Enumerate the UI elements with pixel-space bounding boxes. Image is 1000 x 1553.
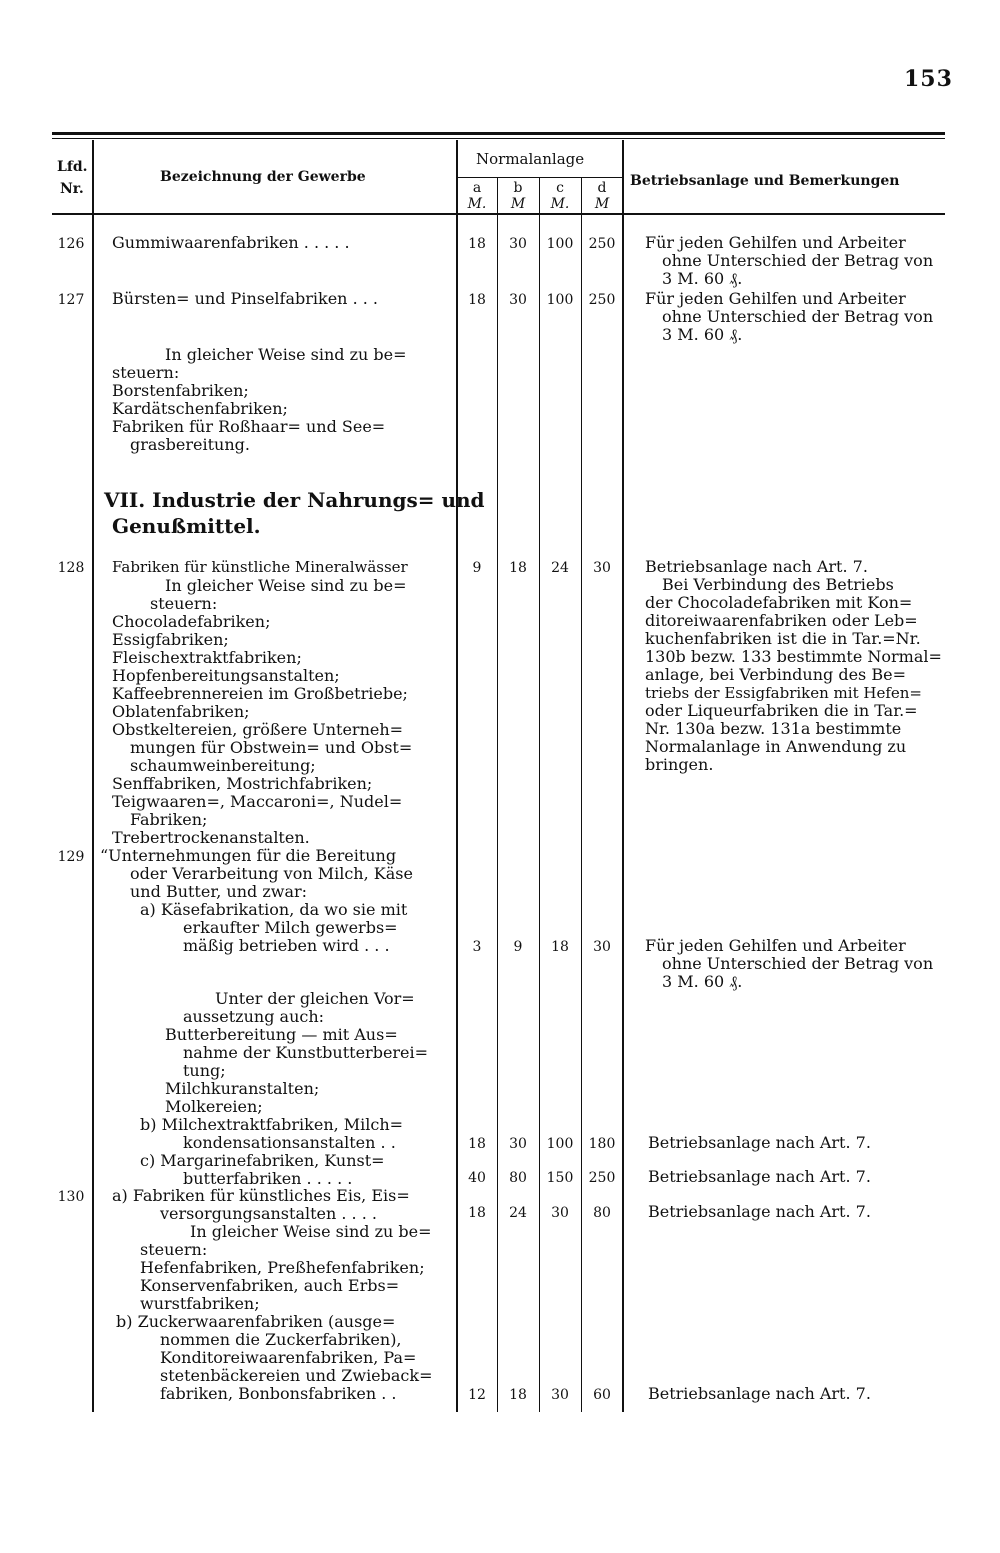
row-128-remark-7: anlage, bei Verbindung des Be=: [645, 665, 906, 684]
row-128-a: 9: [472, 560, 482, 576]
row-129b-d: 180: [588, 1136, 616, 1152]
row-128-sub-12: Senffabriken, Mostrichfabriken;: [112, 774, 373, 793]
row-129-a: 3: [472, 939, 482, 955]
normalanlage-subrule: [456, 177, 622, 178]
row-128-sub-15: Trebertrockenanstalten.: [112, 828, 310, 847]
row-127-sub-1: In gleicher Weise sind zu be=: [165, 345, 407, 364]
row-129c-remark: Betriebsanlage nach Art. 7.: [648, 1167, 871, 1186]
row-128-remark-6: 130b bezw. 133 bestimmte Normal=: [645, 647, 942, 666]
col-line-d: [622, 140, 624, 1412]
header-nr: Nr.: [60, 181, 84, 197]
row-129c-c: 150: [546, 1170, 574, 1186]
row-130b-d: 60: [593, 1387, 611, 1403]
row-128-sub-3: Chocoladefabriken;: [112, 612, 271, 631]
row-127-remark-1: Für jeden Gehilfen und Arbeiter: [645, 289, 906, 308]
row-129b-c: 100: [546, 1136, 574, 1152]
row-129c-d: 250: [588, 1170, 616, 1186]
row-129-line-6: mäßig betrieben wird . . .: [183, 936, 390, 955]
row-127-remark-2: ohne Unterschied der Betrag von: [662, 307, 934, 326]
row-127-sub-5: Fabriken für Roßhaar= und See=: [112, 417, 386, 436]
row-129b-remark: Betriebsanlage nach Art. 7.: [648, 1133, 871, 1152]
row-128-sub-5: Fleischextraktfabriken;: [112, 648, 302, 667]
row-129-c-line-2: butterfabriken . . . . .: [183, 1169, 353, 1188]
row-129-line-4: a) Käsefabrikation, da wo sie mit: [140, 900, 408, 919]
row-128-remark-1: Betriebsanlage nach Art. 7.: [645, 557, 868, 576]
row-128-nr: 128: [57, 560, 85, 576]
row-128-remark-4: ditoreiwaarenfabriken oder Leb=: [645, 611, 918, 630]
header-unit-b: M: [510, 196, 526, 212]
row-130-b-line-4: stetenbäckereien und Zwieback=: [160, 1366, 433, 1385]
row-127-d: 250: [588, 292, 616, 308]
header-unit-d: M: [594, 196, 610, 212]
row-128-sub-10: mungen für Obstwein= und Obst=: [130, 738, 413, 757]
header-col-c: c: [556, 180, 564, 196]
row-129-line-2: oder Verarbeitung von Milch, Käse: [130, 864, 413, 883]
header-unit-c: M.: [550, 196, 570, 212]
row-126-remark-3: 3 M. 60 ₰.: [662, 269, 743, 288]
row-128-remark-11: Normalanlage in Anwendung zu: [645, 737, 907, 756]
row-127-sub-2: steuern:: [112, 363, 180, 382]
row-128-sub-11: schaumweinbereitung;: [130, 756, 316, 775]
row-130-b-line-1: b) Zuckerwaarenfabriken (ausge=: [116, 1312, 396, 1331]
header-lfd: Lfd.: [57, 159, 88, 175]
col-line-a: [497, 178, 498, 1412]
row-129-remark-3: 3 M. 60 ₰.: [662, 972, 743, 991]
col-line-nr: [92, 140, 94, 1412]
row-129-remark-1: Für jeden Gehilfen und Arbeiter: [645, 936, 906, 955]
row-130-b-line-2: nommen die Zuckerfabriken),: [160, 1330, 402, 1349]
section-heading-1: VII. Industrie der Nahrungs= und: [104, 488, 485, 512]
row-130a-b: 24: [509, 1205, 527, 1221]
row-130a-a: 18: [468, 1205, 486, 1221]
row-129-b: 9: [513, 939, 523, 955]
row-129-sub-4: nahme der Kunstbutterberei=: [183, 1043, 429, 1062]
row-128-sub-6: Hopfenbereitungsanstalten;: [112, 666, 340, 685]
row-129-line-5: erkaufter Milch gewerbs=: [183, 918, 398, 937]
row-127-sub-4: Kardätschenfabriken;: [112, 399, 288, 418]
row-128-sub-1: In gleicher Weise sind zu be=: [165, 576, 407, 595]
header-bemerkungen: Betriebsanlage und Bemerkungen: [630, 173, 900, 189]
row-129-line-1: “Unternehmungen für die Bereitung: [100, 846, 397, 865]
row-130-nr: 130: [57, 1189, 85, 1205]
row-127-nr: 127: [57, 292, 85, 308]
row-130-a-line-1: a) Fabriken für künstliches Eis, Eis=: [112, 1186, 410, 1205]
row-127-sub-6: grasbereitung.: [130, 435, 250, 454]
row-128-remark-5: kuchenfabriken ist die in Tar.=Nr.: [645, 629, 921, 648]
row-128-remark-10: Nr. 130a bezw. 131a bestimmte: [645, 719, 902, 738]
row-126-a: 18: [468, 236, 486, 252]
row-129-line-3: und Butter, und zwar:: [130, 882, 308, 901]
row-130-b-line-3: Konditoreiwaarenfabriken, Pa=: [160, 1348, 417, 1367]
row-126-nr: 126: [57, 236, 85, 252]
col-line-c: [581, 178, 582, 1412]
row-128-sub-9: Obstkeltereien, größere Unterneh=: [112, 720, 404, 739]
row-128-remark-8: triebs der Essigfabriken mit Hefen=: [645, 684, 922, 702]
row-129-b-line-1: b) Milchextraktfabriken, Milch=: [140, 1115, 404, 1134]
row-130-sub-4: Konservenfabriken, auch Erbs=: [140, 1276, 400, 1295]
row-130-a-line-2: versorgungsanstalten . . . .: [160, 1204, 377, 1223]
header-col-a: a: [472, 180, 482, 196]
row-129-sub-3: Butterbereitung — mit Aus=: [165, 1025, 398, 1044]
row-128-c: 24: [551, 560, 569, 576]
row-130a-remark: Betriebsanlage nach Art. 7.: [648, 1202, 871, 1221]
top-rule-thin: [52, 138, 945, 139]
top-rule: [52, 132, 945, 135]
row-130b-b: 18: [509, 1387, 527, 1403]
row-129-sub-7: Molkereien;: [165, 1097, 263, 1116]
row-130-sub-5: wurstfabriken;: [140, 1294, 260, 1313]
row-127-sub-3: Borstenfabriken;: [112, 381, 249, 400]
row-128-remark-9: oder Liqueurfabriken die in Tar.=: [645, 701, 918, 720]
row-129c-a: 40: [468, 1170, 486, 1186]
row-128-sub-7: Kaffeebrennereien im Großbetriebe;: [112, 684, 408, 703]
row-129c-b: 80: [509, 1170, 527, 1186]
row-127-b: 30: [509, 292, 527, 308]
row-128-remark-2: Bei Verbindung des Betriebs: [662, 575, 894, 594]
row-129-d: 30: [593, 939, 611, 955]
row-129-sub-6: Milchkuranstalten;: [165, 1079, 320, 1098]
row-126-remark-2: ohne Unterschied der Betrag von: [662, 251, 934, 270]
row-128-remark-3: der Chocoladefabriken mit Kon=: [645, 593, 913, 612]
row-126-remark-1: Für jeden Gehilfen und Arbeiter: [645, 233, 906, 252]
row-129b-a: 18: [468, 1136, 486, 1152]
row-129-c: 18: [551, 939, 569, 955]
row-128-sub-2: steuern:: [150, 594, 218, 613]
header-unit-a: M.: [467, 196, 487, 212]
row-127-a: 18: [468, 292, 486, 308]
row-129-remark-2: ohne Unterschied der Betrag von: [662, 954, 934, 973]
header-col-b: b: [513, 180, 523, 196]
row-130b-a: 12: [468, 1387, 486, 1403]
row-129-sub-1: Unter der gleichen Vor=: [215, 989, 415, 1008]
row-130a-d: 80: [593, 1205, 611, 1221]
row-128-b: 18: [509, 560, 527, 576]
row-127-c: 100: [546, 292, 574, 308]
row-130-b-line-5: fabriken, Bonbonsfabriken . .: [160, 1384, 397, 1403]
row-128-sub-14: Fabriken;: [130, 810, 208, 829]
header-rule: [52, 213, 945, 215]
row-126-d: 250: [588, 236, 616, 252]
row-129-b-line-2: kondensationsanstalten . .: [183, 1133, 396, 1152]
header-col-d: d: [597, 180, 607, 196]
section-heading-2: Genußmittel.: [112, 514, 261, 538]
row-130-sub-3: Hefenfabriken, Preßhefenfabriken;: [140, 1258, 425, 1277]
row-127-name: Bürsten= und Pinselfabriken . . .: [112, 289, 378, 308]
row-128-remark-12: bringen.: [645, 755, 714, 774]
row-129-sub-2: aussetzung auch:: [183, 1007, 325, 1026]
row-126-name: Gummiwaarenfabriken . . . . .: [112, 233, 350, 252]
row-129-c-line-1: c) Margarinefabriken, Kunst=: [140, 1151, 385, 1170]
col-line-name: [456, 140, 458, 1412]
row-128-sub-8: Oblatenfabriken;: [112, 702, 250, 721]
row-129b-b: 30: [509, 1136, 527, 1152]
row-129-nr: 129: [57, 849, 85, 865]
row-126-c: 100: [546, 236, 574, 252]
row-126-b: 30: [509, 236, 527, 252]
header-bezeichnung: Bezeichnung der Gewerbe: [160, 169, 366, 185]
row-130b-c: 30: [551, 1387, 569, 1403]
row-130-sub-1: In gleicher Weise sind zu be=: [190, 1222, 432, 1241]
row-128-sub-4: Essigfabriken;: [112, 630, 229, 649]
row-128-name: Fabriken für künstliche Mineralwässer: [112, 558, 408, 576]
page-number: 153: [904, 66, 953, 92]
header-normalanlage: Normalanlage: [476, 150, 585, 168]
row-129-sub-5: tung;: [183, 1061, 226, 1080]
row-128-sub-13: Teigwaaren=, Maccaroni=, Nudel=: [112, 792, 403, 811]
col-line-b: [539, 178, 540, 1412]
row-128-d: 30: [593, 560, 611, 576]
row-130a-c: 30: [551, 1205, 569, 1221]
row-127-remark-3: 3 M. 60 ₰.: [662, 325, 743, 344]
row-130-sub-2: steuern:: [140, 1240, 208, 1259]
row-130b-remark: Betriebsanlage nach Art. 7.: [648, 1384, 871, 1403]
